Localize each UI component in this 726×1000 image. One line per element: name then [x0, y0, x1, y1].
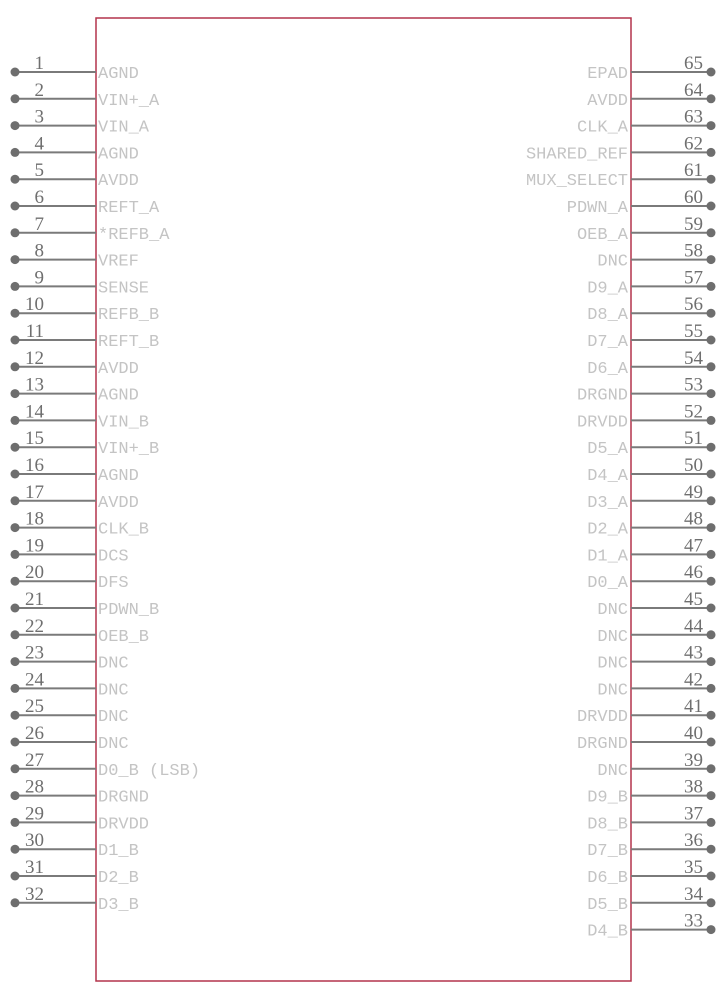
pin-name: D3_A [587, 493, 628, 513]
pin-endpoint-dot [11, 255, 20, 264]
pin-name: DRGND [98, 788, 150, 808]
pin-name: D3_B [98, 895, 139, 915]
pin-number: 54 [684, 347, 703, 369]
pin-number: 43 [684, 642, 703, 664]
pin-endpoint-dot [707, 604, 716, 613]
pin-endpoint-dot [707, 121, 716, 130]
right-pin-group [526, 53, 716, 942]
pin-name: PDWN_B [98, 601, 160, 620]
pin-number: 59 [684, 213, 703, 235]
pin-endpoint-dot [707, 657, 716, 666]
pin-number: 24 [25, 669, 44, 691]
pin-name: SHARED_REF [525, 145, 628, 165]
pin-endpoint-dot [11, 550, 20, 559]
pin-left [11, 241, 139, 272]
pin-name: D7_A [587, 333, 628, 352]
pin-name: D8_B [587, 815, 628, 835]
pin-endpoint-dot [11, 764, 20, 773]
pin-number: 28 [25, 776, 44, 798]
pin-number: 34 [684, 883, 703, 905]
pin-endpoint-dot [707, 496, 716, 505]
pin-number: 9 [34, 267, 44, 289]
pin-left [11, 187, 161, 218]
pin-name: D9_B [587, 788, 628, 808]
pin-name: DRVDD [98, 815, 150, 835]
pin-number: 5 [34, 160, 44, 182]
pin-name: *REFB_A [98, 225, 170, 245]
pin-number: 27 [25, 749, 44, 771]
pin-name: DNC [98, 735, 129, 754]
pin-number: 38 [684, 776, 703, 798]
pin-number: 4 [34, 133, 44, 155]
pin-endpoint-dot [11, 68, 20, 77]
pin-name: DRVDD [576, 708, 628, 728]
pin-endpoint-dot [707, 362, 716, 371]
pin-endpoint-dot [11, 577, 20, 586]
pin-endpoint-dot [11, 282, 20, 291]
pin-name: AGND [98, 65, 139, 84]
pin-name: D4_B [587, 922, 628, 942]
pin-name: D0_A [587, 574, 628, 594]
pin-number: 56 [684, 294, 703, 316]
pin-number: 30 [25, 830, 44, 852]
pin-endpoint-dot [707, 148, 716, 157]
pin-name: REFT_B [98, 333, 160, 352]
pin-number: 26 [25, 723, 44, 744]
pin-number: 42 [684, 669, 703, 691]
pin-endpoint-dot [11, 791, 20, 800]
pin-endpoint-dot [707, 738, 716, 747]
pin-endpoint-dot [707, 577, 716, 586]
pin-endpoint-dot [707, 925, 716, 934]
pin-name: D1_A [587, 547, 628, 567]
pin-endpoint-dot [11, 389, 20, 398]
pin-name: DRGND [576, 735, 628, 754]
pin-name: AVDD [587, 91, 628, 111]
pin-endpoint-dot [11, 94, 20, 103]
pin-number: 10 [25, 294, 44, 316]
pin-number: 16 [25, 455, 44, 476]
pin-endpoint-dot [707, 764, 716, 773]
pin-name: DNC [597, 627, 628, 647]
pin-number: 12 [25, 347, 44, 369]
pin-number: 45 [684, 589, 703, 610]
pin-number: 35 [684, 857, 703, 878]
pin-number: 32 [25, 883, 44, 905]
pin-name: AVDD [98, 172, 139, 192]
pin-number: 36 [684, 830, 703, 852]
pin-name: VIN_B [98, 413, 150, 433]
pin-left [11, 107, 150, 138]
pin-number: 49 [684, 481, 703, 503]
pin-number: 55 [684, 321, 703, 342]
pin-endpoint-dot [11, 362, 20, 371]
pin-name: DNC [597, 681, 628, 701]
pin-name: OEB_B [98, 627, 150, 647]
pin-endpoint-dot [707, 94, 716, 103]
pin-number: 58 [684, 240, 703, 262]
pin-name: VIN+_B [98, 440, 160, 460]
pin-number: 48 [684, 508, 703, 530]
pin-endpoint-dot [11, 630, 20, 639]
pin-name: D4_A [587, 467, 628, 486]
pin-name: D6_A [587, 359, 628, 379]
pin-endpoint-dot [707, 309, 716, 318]
pin-name: DNC [597, 654, 628, 674]
pin-number: 64 [684, 79, 703, 101]
pin-endpoint-dot [11, 443, 20, 452]
pin-name: MUX_SELECT [525, 172, 628, 192]
pin-name: D1_B [98, 842, 139, 862]
pin-endpoint-dot [11, 872, 20, 881]
pin-number: 13 [25, 374, 44, 396]
pin-number: 57 [684, 267, 703, 289]
pin-endpoint-dot [707, 336, 716, 345]
pin-number: 50 [684, 455, 703, 476]
pin-endpoint-dot [11, 202, 20, 211]
pin-number: 2 [34, 79, 44, 101]
pin-number: 61 [684, 160, 703, 182]
pin-endpoint-dot [707, 818, 716, 827]
pin-endpoint-dot [11, 336, 20, 345]
pin-number: 23 [25, 642, 44, 664]
pin-number: 25 [25, 696, 44, 718]
pin-endpoint-dot [11, 496, 20, 505]
pin-name: DNC [98, 708, 129, 728]
pin-name: DNC [597, 252, 628, 272]
pin-name: DNC [597, 761, 628, 781]
pin-endpoint-dot [707, 845, 716, 854]
pin-name: D8_A [587, 306, 628, 326]
pin-name: D5_B [587, 895, 628, 915]
pin-endpoint-dot [11, 684, 20, 693]
pin-left [11, 884, 139, 915]
pin-number: 18 [25, 508, 44, 530]
pin-endpoint-dot [707, 202, 716, 211]
pin-number: 8 [34, 240, 44, 262]
pin-number: 52 [684, 401, 703, 423]
pin-endpoint-dot [707, 443, 716, 452]
pin-number: 40 [684, 723, 703, 744]
pin-number: 31 [25, 857, 44, 878]
pin-name: VIN+_A [98, 91, 160, 111]
pin-number: 39 [684, 749, 703, 771]
pin-endpoint-dot [11, 711, 20, 720]
pin-name: D5_A [587, 440, 628, 460]
pin-endpoint-dot [707, 523, 716, 532]
pin-name: SENSE [98, 279, 150, 299]
pin-endpoint-dot [707, 872, 716, 881]
pin-endpoint-dot [11, 845, 20, 854]
pin-name: D7_B [587, 842, 628, 862]
pin-number: 22 [25, 615, 44, 637]
pin-left [11, 53, 139, 84]
pin-name: AGND [98, 386, 139, 406]
pin-name: CLK_A [576, 118, 628, 138]
pin-number: 37 [684, 803, 703, 825]
pin-name: OEB_A [576, 225, 628, 245]
pin-name: D2_B [98, 869, 139, 888]
pin-endpoint-dot [11, 738, 20, 747]
pin-name: D6_B [587, 869, 628, 888]
pin-endpoint-dot [707, 175, 716, 184]
pin-endpoint-dot [707, 550, 716, 559]
pin-endpoint-dot [707, 228, 716, 237]
pin-endpoint-dot [707, 898, 716, 907]
pin-name: EPAD [587, 65, 628, 84]
pin-left [11, 133, 139, 164]
pin-endpoint-dot [707, 282, 716, 291]
pin-name: AVDD [98, 493, 139, 513]
pin-name: D2_A [587, 520, 628, 540]
pin-number: 60 [684, 187, 703, 208]
pin-number: 46 [684, 562, 703, 584]
pin-number: 53 [684, 374, 703, 396]
pin-name: DFS [98, 574, 129, 594]
pin-number: 20 [25, 562, 44, 584]
pin-name: D0_B (LSB) [98, 761, 201, 781]
pin-name: DNC [98, 654, 129, 674]
pin-number: 62 [684, 133, 703, 155]
pin-name: DNC [597, 601, 628, 620]
pin-name: CLK_B [98, 520, 150, 540]
pin-endpoint-dot [707, 255, 716, 264]
pin-endpoint-dot [707, 684, 716, 693]
pin-endpoint-dot [11, 121, 20, 130]
pin-name: AVDD [98, 359, 139, 379]
pin-name: AGND [98, 145, 139, 165]
pin-endpoint-dot [707, 389, 716, 398]
pin-number: 21 [25, 589, 44, 610]
pin-number: 6 [34, 187, 44, 208]
pin-endpoint-dot [11, 604, 20, 613]
pin-endpoint-dot [707, 791, 716, 800]
pin-number: 1 [34, 53, 44, 74]
pin-endpoint-dot [707, 630, 716, 639]
pin-name: REFT_A [98, 199, 160, 218]
pin-number: 51 [684, 428, 703, 450]
pin-name: PDWN_A [566, 199, 628, 218]
pin-name: DNC [98, 681, 129, 701]
pin-endpoint-dot [11, 657, 20, 666]
pin-endpoint-dot [11, 898, 20, 907]
pin-endpoint-dot [707, 711, 716, 720]
pin-number: 47 [684, 535, 703, 557]
pin-number: 14 [25, 401, 44, 423]
pin-name: AGND [98, 467, 139, 486]
pin-number: 44 [684, 615, 703, 637]
pin-endpoint-dot [11, 148, 20, 157]
pin-name: VREF [98, 252, 139, 272]
pin-right [587, 911, 715, 942]
pin-number: 15 [25, 428, 44, 450]
pin-number: 29 [25, 803, 44, 825]
pin-endpoint-dot [11, 416, 20, 425]
pin-name: D9_A [587, 279, 628, 299]
pin-endpoint-dot [707, 416, 716, 425]
pin-number: 41 [684, 696, 703, 718]
pin-endpoint-dot [11, 228, 20, 237]
pin-endpoint-dot [11, 175, 20, 184]
pin-endpoint-dot [11, 309, 20, 318]
pin-endpoint-dot [707, 68, 716, 77]
pin-endpoint-dot [707, 470, 716, 479]
pin-name: DRVDD [576, 413, 628, 433]
pin-number: 63 [684, 106, 703, 128]
pin-endpoint-dot [11, 818, 20, 827]
pin-name: REFB_B [98, 306, 160, 326]
pin-left [11, 160, 139, 191]
pin-endpoint-dot [11, 523, 20, 532]
pin-number: 17 [25, 481, 44, 503]
pin-name: VIN_A [98, 118, 150, 138]
pin-number: 3 [34, 106, 44, 128]
pin-name: DRGND [576, 386, 628, 406]
pin-left [11, 80, 161, 111]
pin-number: 11 [25, 321, 44, 342]
pin-number: 65 [684, 53, 703, 74]
left-pin-group [11, 53, 201, 915]
pin-endpoint-dot [11, 470, 20, 479]
pin-number: 19 [25, 535, 44, 557]
pin-number: 7 [34, 213, 44, 235]
pin-number: 33 [684, 910, 703, 932]
pin-name: DCS [98, 547, 129, 567]
